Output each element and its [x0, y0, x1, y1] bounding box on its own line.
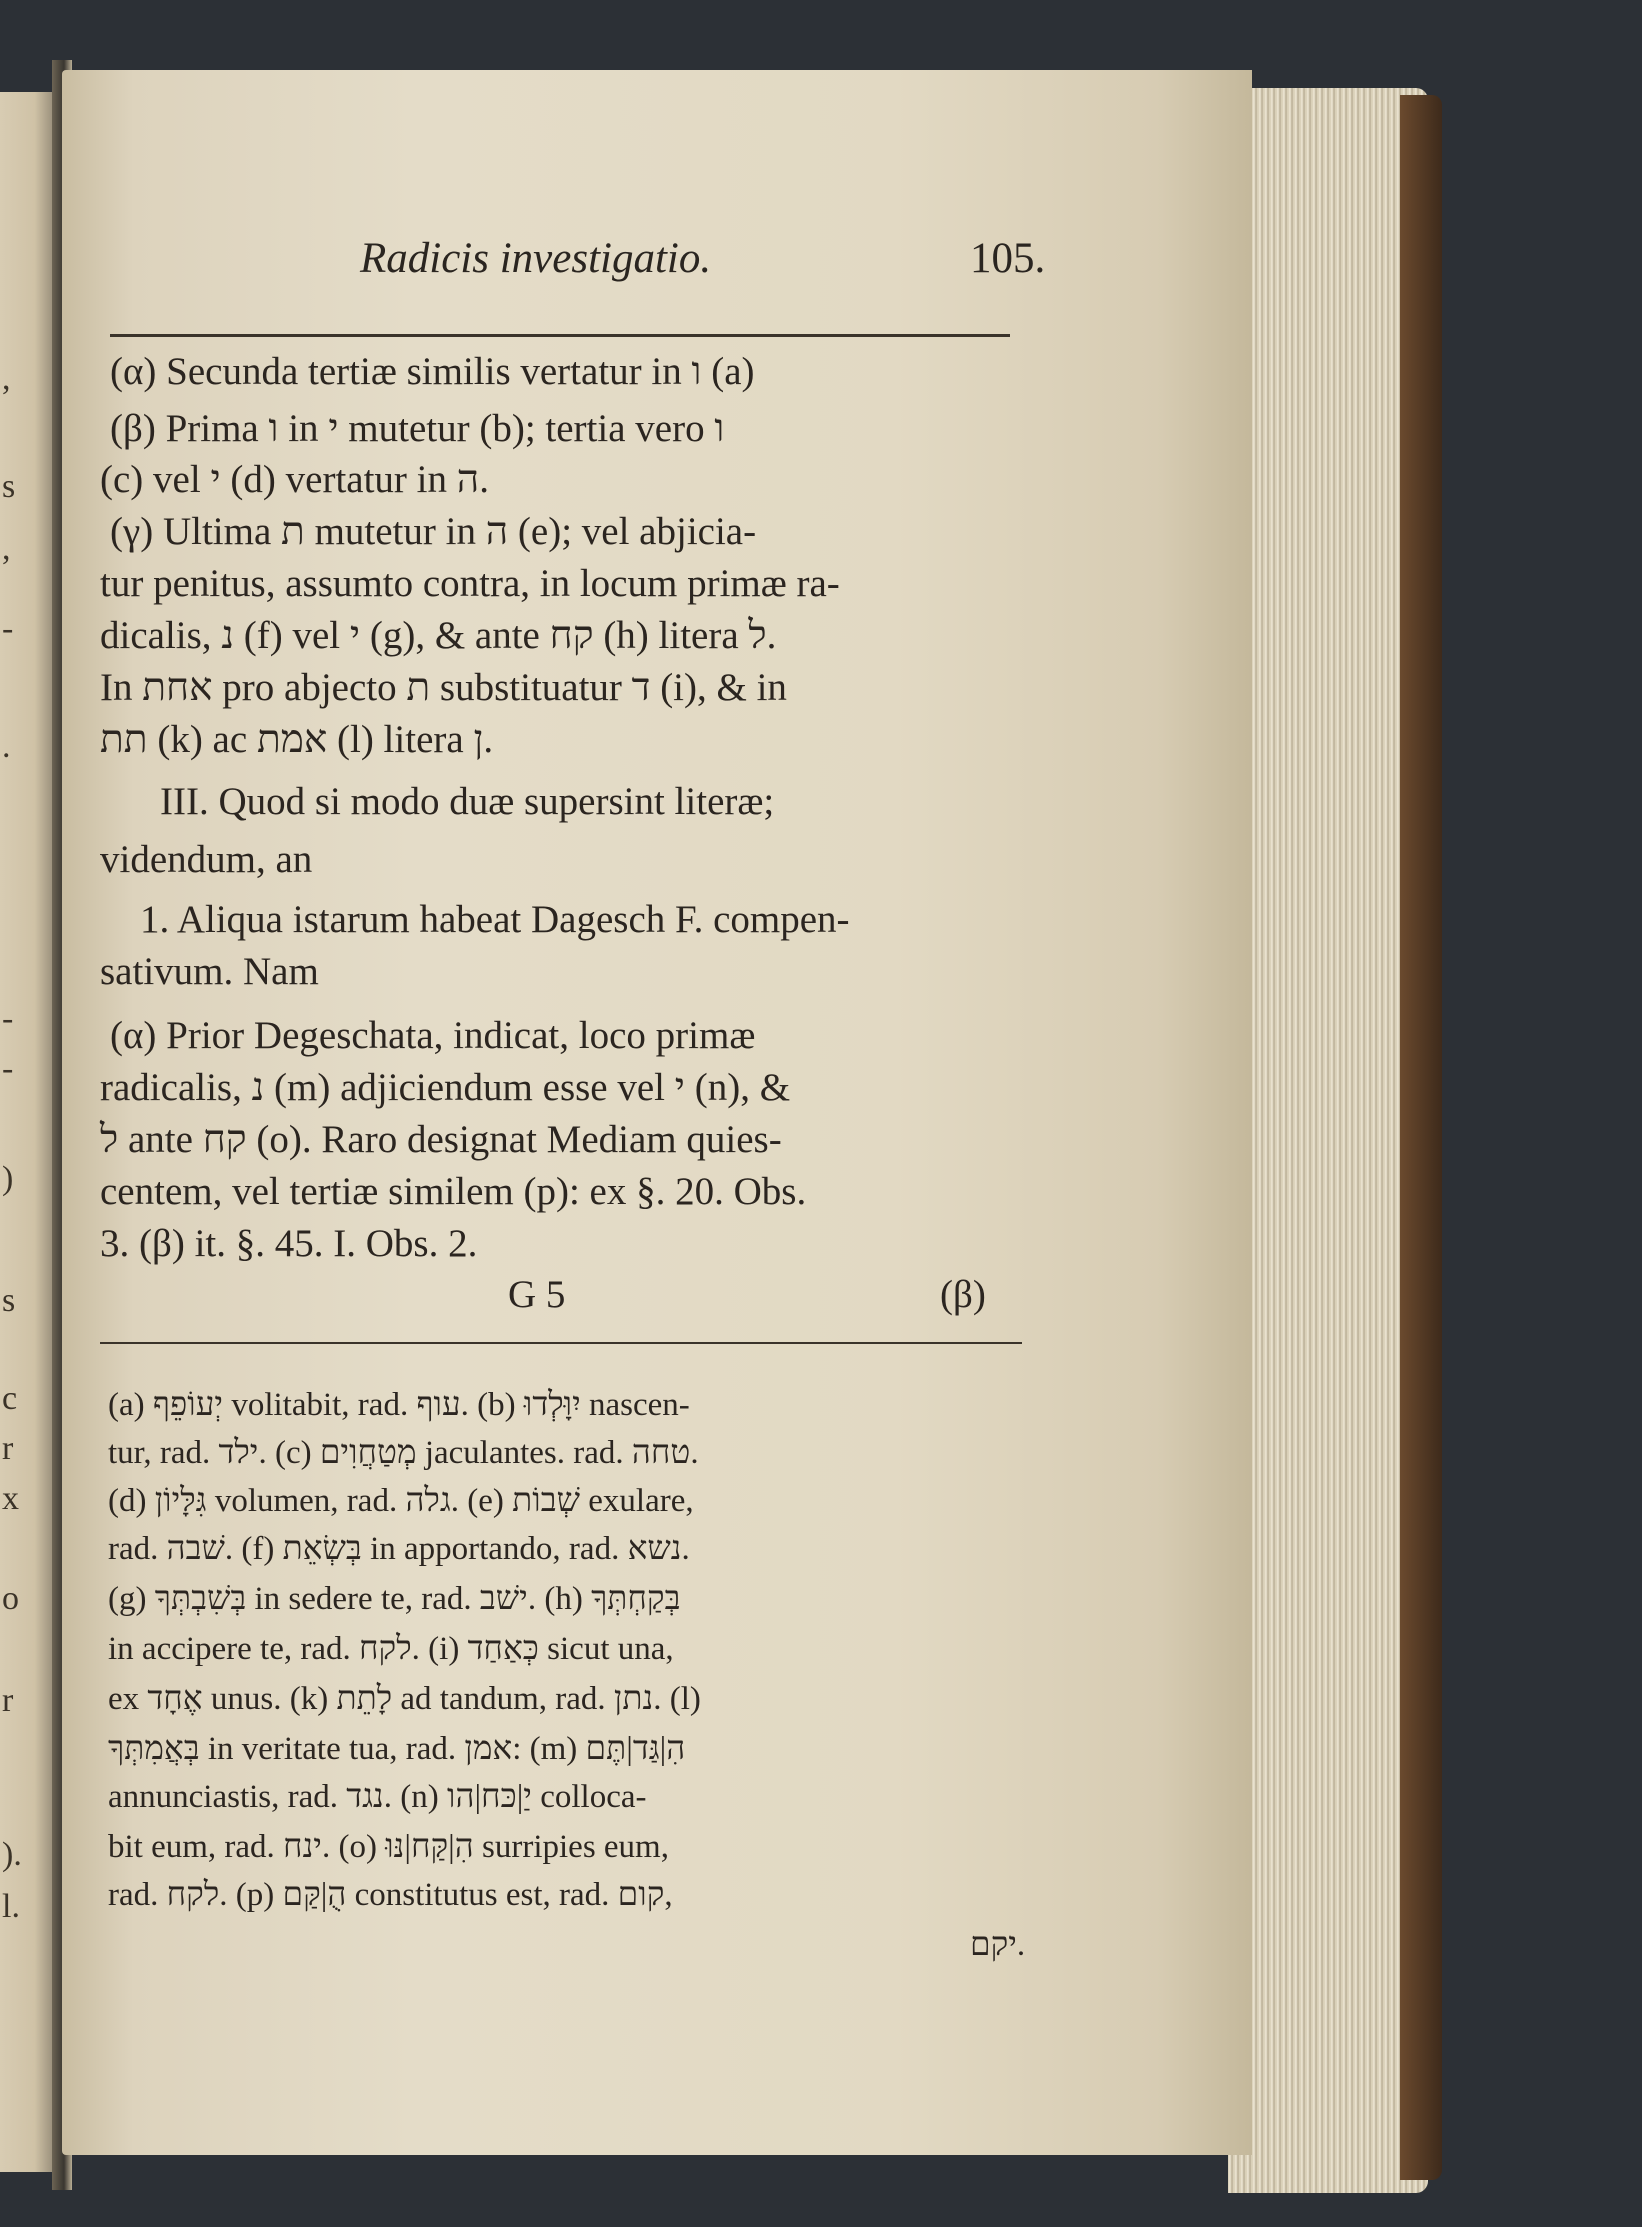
- footnote-line: rad. לקח. (p) הֻ|קַּם constitutus est, rad. קום,: [108, 1877, 673, 1913]
- text-line: videndum, an: [100, 838, 313, 881]
- marginal-mark: r: [2, 1682, 14, 1719]
- signature-mark: G 5: [508, 1273, 566, 1316]
- text-line: dicalis, נ (f) vel י (g), & ante קח (h) litera ל.: [100, 614, 777, 657]
- marginal-mark: r: [2, 1430, 14, 1467]
- text-line: radicalis, נ (m) adjiciendum esse vel י (n), &: [100, 1066, 791, 1109]
- text-line: 1. Aliqua istarum habeat Dagesch F. compen-: [140, 898, 850, 941]
- marginal-mark: -: [2, 1000, 14, 1037]
- marginal-mark: ): [2, 1160, 14, 1197]
- page-edges: [1228, 88, 1428, 2193]
- marginal-mark: c: [2, 1380, 18, 1417]
- marginal-mark: .: [2, 728, 11, 765]
- text-line: centem, vel tertiæ similem (p): ex §. 20. Obs.: [100, 1170, 807, 1213]
- text-line: 3. (β) it. §. 45. I. Obs. 2.: [100, 1222, 478, 1265]
- marginal-mark: o: [2, 1580, 19, 1617]
- marginal-mark: s: [2, 468, 16, 505]
- text-line: III. Quod si modo duæ supersint literæ;: [160, 780, 775, 823]
- footnote-line: in accipere te, rad. לקח. (i) כְּאַחַד sicut una,: [108, 1631, 674, 1667]
- marginal-mark: -: [2, 610, 14, 647]
- marginal-mark: s: [2, 1282, 16, 1319]
- text-line: sativum. Nam: [100, 950, 319, 993]
- text-line: (α) Prior Degeschata, indicat, loco primæ: [110, 1014, 756, 1057]
- marginal-mark: ).: [2, 1836, 22, 1873]
- footnote-line: יקם.: [970, 1927, 1026, 1963]
- facing-page-edge: [0, 92, 58, 2172]
- footnote-line: rad. שׁבה. (f) בְּשְׂאֵת in apportando, rad. נשא.: [108, 1531, 690, 1567]
- footnote-line: tur, rad. ילד. (c) מְטַחֲוִים jaculantes. rad. טחה.: [108, 1435, 699, 1471]
- text-line: (γ) Ultima ת mutetur in ה (e); vel abjicia-: [110, 510, 757, 553]
- marginal-mark: x: [2, 1480, 19, 1517]
- footnote-line: (d) גִּלָּיוֹן volumen, rad. גלה. (e) שְׁבוֹת exulare,: [108, 1483, 694, 1519]
- footnote-line: annunciastis, rad. נגד. (n) יַ|כּח|הו colloca-: [108, 1779, 647, 1815]
- text-line: ל ante קח (o). Raro designat Mediam quies-: [100, 1118, 782, 1161]
- footnote-line: בְּאֲמִתְּךָ in veritate tua, rad. אמן: (m) הִ|גַּד|תֶּם: [108, 1731, 686, 1767]
- running-head: Radicis investigatio.: [360, 235, 712, 282]
- page-number: 105.: [970, 235, 1046, 282]
- text-line: (β) Prima ו in י mutetur (b); tertia vero ו: [110, 407, 725, 450]
- marginal-mark: -: [2, 1050, 14, 1087]
- marginal-mark: l.: [2, 1888, 20, 1925]
- book-cover-edge: [1400, 95, 1442, 2180]
- text-line: (α) Secunda tertiæ similis vertatur in ו (a): [110, 350, 755, 393]
- marginal-mark: ,: [2, 360, 11, 397]
- header-rule: [110, 334, 1010, 337]
- footnote-line: (g) בְּשִׁבְתְּךָ in sedere te, rad. ישׁב. (h) בְּקַחְתְּךָ: [108, 1581, 681, 1617]
- text-line: In אחת pro abjecto ת substituatur ד (i), & in: [100, 666, 787, 709]
- footnote-line: ex אֶחָד unus. (k) לָתֵת ad tandum, rad. נתן. (l): [108, 1681, 701, 1717]
- text-line: (c) vel י (d) vertatur in ה.: [100, 458, 489, 501]
- footnote-line: (a) יְעוֹפֵף volitabit, rad. עוף. (b) יִוָּלְדוּ nascen-: [108, 1387, 690, 1423]
- footnote-rule: [100, 1342, 1022, 1344]
- text-line: תת (k) ac אמת (l) litera ן.: [100, 718, 494, 761]
- text-line: tur penitus, assumto contra, in locum primæ ra-: [100, 562, 840, 605]
- footnote-line: bit eum, rad. ינח. (o) הִ|קַּח|נּוּ surripies eum,: [108, 1829, 669, 1865]
- marginal-mark: ,: [2, 530, 11, 567]
- catchword: (β): [940, 1273, 986, 1316]
